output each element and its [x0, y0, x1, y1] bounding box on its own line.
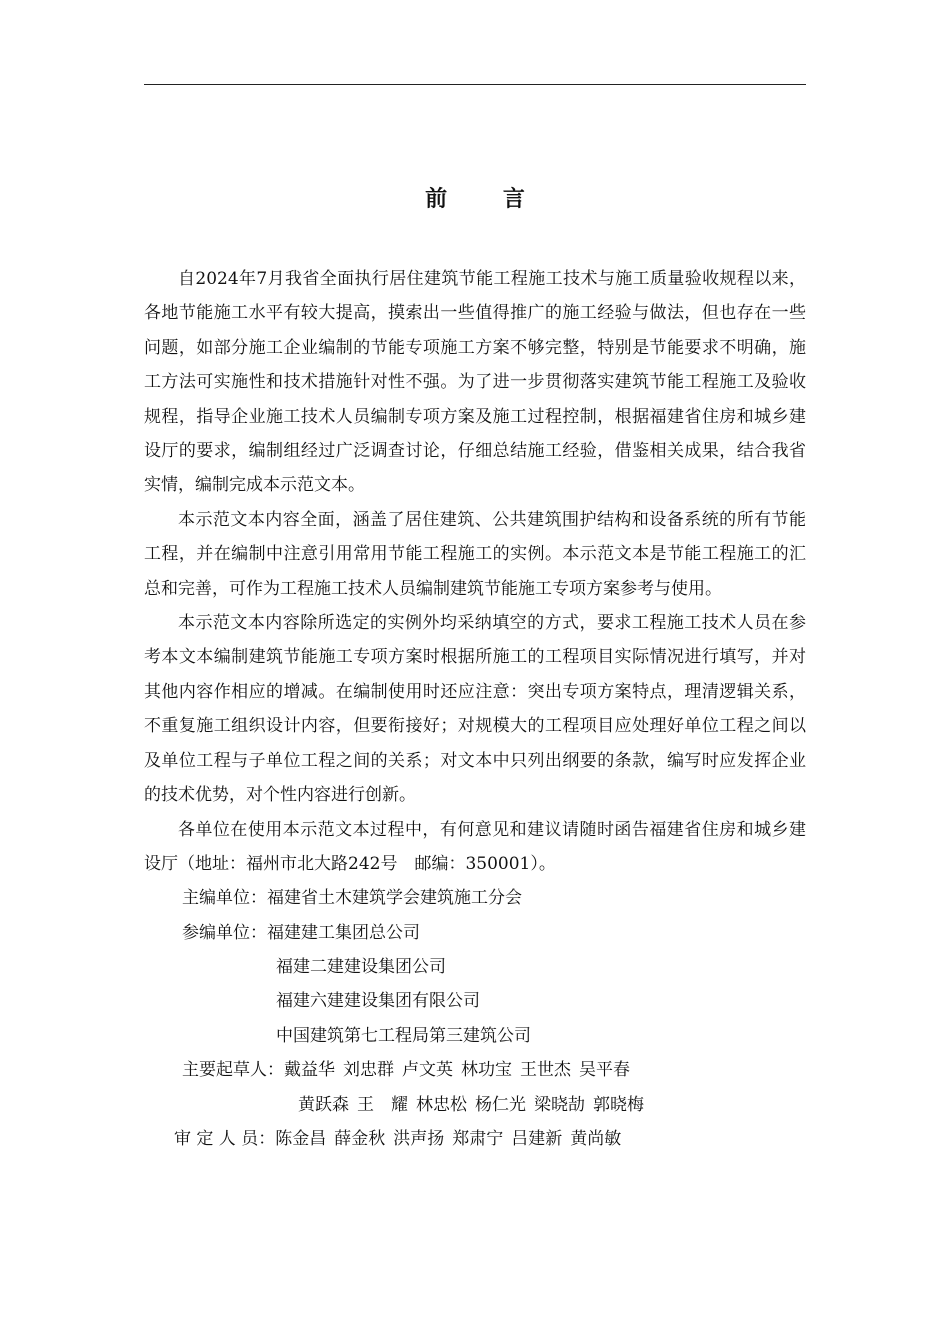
page-title: 前 言 — [425, 187, 549, 212]
reviewer-name: 黄尚敏 — [570, 1129, 622, 1150]
drafter-name: 王 耀 — [357, 1094, 408, 1115]
reviewers-label: 审 定 人 员： — [174, 1129, 276, 1150]
document-body — [144, 262, 806, 1156]
co-editor-value: 中国建筑第七工程局第三建筑公司 — [276, 1025, 531, 1046]
drafter-name: 王世杰 — [520, 1060, 571, 1081]
paragraph: 本示范文本内容除所选定的实例外均采纳填空的方式，要求工程施工技术人员在参考本文本编制建筑节能施工专项方案时根据所施工的工程项目实际情况进行填写，并对其他内容作相应的增减。在编制使用时还应注意：突出专项方案特点，理清逻辑关系，不重复施工组织设计内容，但要衔接好；对规模大的工程项目应处理好单位工程之间以及单位工程与子单位工程之间的关系；对文本中只列出纲要的条款，编写时应发挥企业的技术优势，对个性内容进行创新。 — [144, 613, 806, 806]
drafter-name: 梁晓劼 — [534, 1094, 585, 1115]
reviewer-name: 郑肃宁 — [452, 1129, 504, 1150]
drafters-line — [144, 1053, 806, 1087]
drafters-line — [144, 1088, 806, 1122]
drafter-name: 林忠松 — [416, 1094, 467, 1115]
drafter-name: 林功宝 — [461, 1060, 512, 1081]
drafter-name: 卢文英 — [402, 1060, 453, 1081]
drafter-name: 郭晓梅 — [593, 1094, 644, 1115]
co-editor-value: 福建建工集团总公司 — [267, 922, 420, 943]
header-rule — [144, 84, 806, 85]
paragraph: 本示范文本内容全面，涵盖了居住建筑、公共建筑围护结构和设备系统的所有节能工程，并在编制中注意引用常用节能工程施工的实例。本示范文本是节能工程施工的汇总和完善，可作为工程施工技术人员编制建筑节能施工专项方案参考与使用。 — [144, 509, 806, 599]
paragraph: 各单位在使用本示范文本过程中，有何意见和建议请随时函告福建省住房和城乡建设厅（地址：福州市北大路242号 邮编：350001）。 — [144, 819, 806, 874]
co-editor-value: 福建二建建设集团公司 — [276, 957, 446, 978]
drafter-name: 黄跃森 — [298, 1094, 349, 1115]
co-editor-line — [144, 916, 806, 950]
chief-editor-label: 主编单位： — [182, 888, 267, 909]
reviewer-name: 洪声扬 — [393, 1129, 445, 1150]
drafter-name: 戴益华 — [284, 1060, 335, 1081]
reviewers-line — [144, 1122, 806, 1156]
paragraph: 自2024年7月我省全面执行居住建筑节能工程施工技术与施工质量验收规程以来，各地节能施工水平有较大提高，摸索出一些值得推广的施工经验与做法，但也存在一些问题，如部分施工企业编制的节能专项施工方案不够完整，特别是节能要求不明确，施工方法可实施性和技术措施针对性不强。为了进一步贯彻落实建筑节能工程施工及验收规程，指导企业施工技术人员编制专项方案及施工过程控制，根据福建省住房和城乡建设厅的要求，编制组经过广泛调查讨论，仔细总结施工经验，借鉴相关成果，结合我省实情，编制完成本示范文本。 — [144, 269, 806, 496]
chief-editor-value: 福建省土木建筑学会建筑施工分会 — [267, 888, 522, 909]
co-editor-line — [144, 984, 806, 1018]
drafter-name: 刘忠群 — [343, 1060, 394, 1081]
co-editor-line — [144, 1019, 806, 1053]
reviewer-name: 薛金秋 — [334, 1129, 386, 1150]
chief-editor-line — [144, 881, 806, 915]
reviewer-name: 吕建新 — [511, 1129, 563, 1150]
co-editor-line — [144, 950, 806, 984]
co-editor-label: 参编单位： — [182, 922, 267, 943]
drafter-name: 杨仁光 — [475, 1094, 526, 1115]
drafter-name: 吴平春 — [579, 1060, 630, 1081]
co-editor-value: 福建六建建设集团有限公司 — [276, 991, 480, 1012]
reviewer-name: 陈金昌 — [275, 1129, 327, 1150]
drafters-label: 主要起草人： — [182, 1060, 284, 1081]
